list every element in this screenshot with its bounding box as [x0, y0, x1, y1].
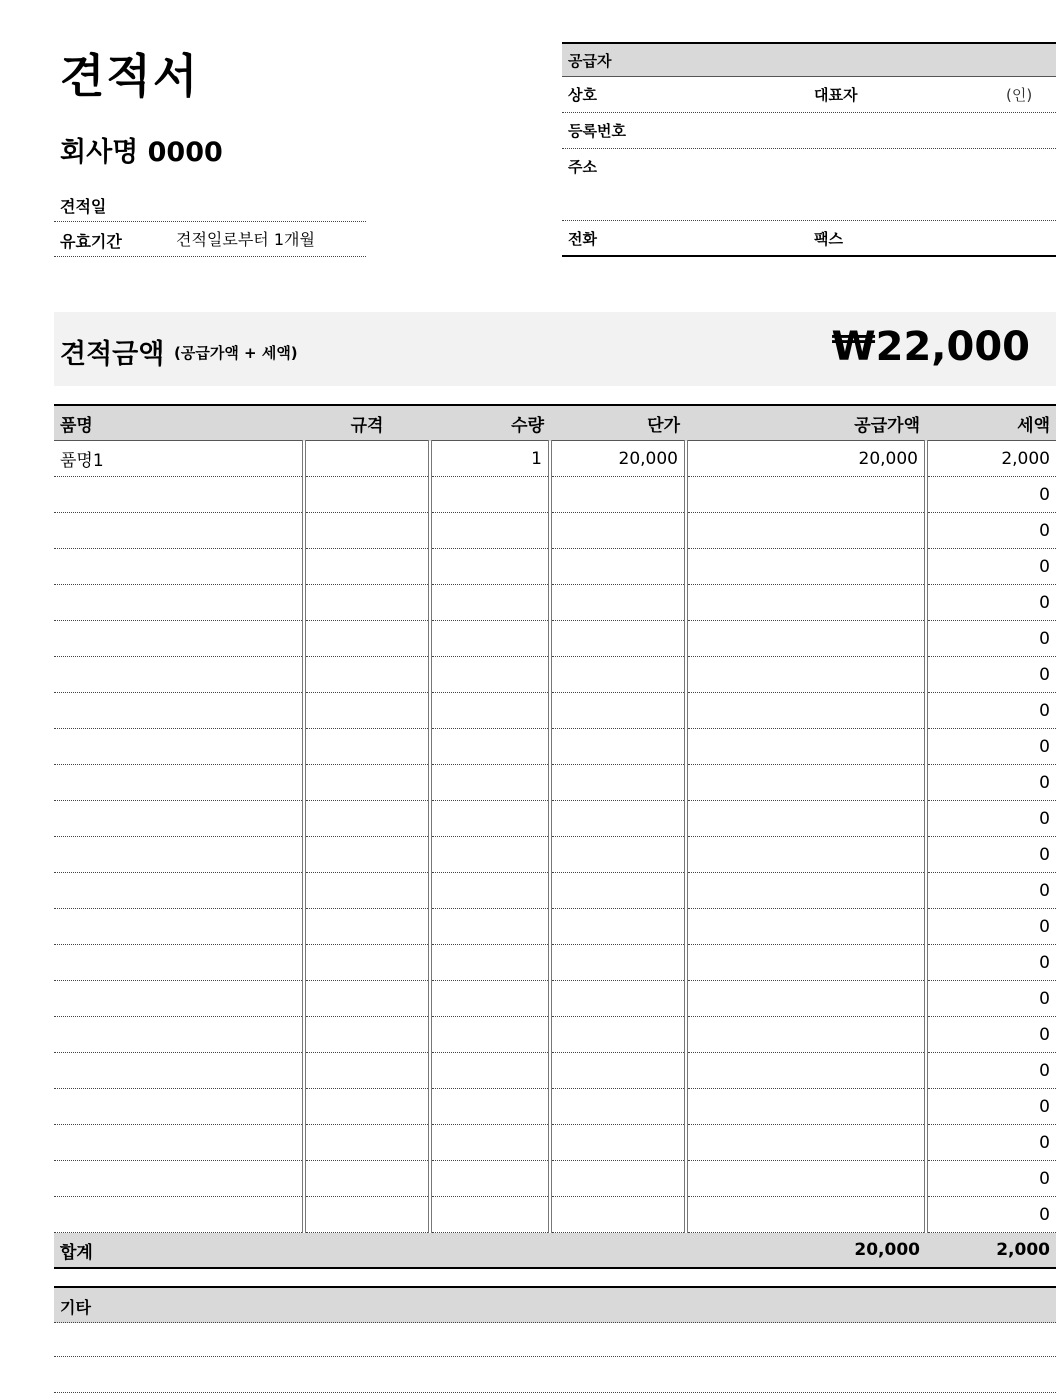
spec-cell[interactable]	[304, 801, 430, 837]
supply-amount-cell[interactable]	[686, 657, 926, 693]
supply-amount-cell[interactable]	[686, 513, 926, 549]
validity-value[interactable]: 견적일로부터 1개월	[176, 230, 315, 249]
spec-cell[interactable]	[304, 837, 430, 873]
table-row	[54, 693, 1056, 729]
item-name-cell[interactable]	[54, 981, 304, 1017]
item-name-cell[interactable]	[54, 1053, 304, 1089]
address-label: 주소	[568, 158, 597, 176]
qty-cell[interactable]	[430, 1053, 550, 1089]
spec-cell[interactable]	[304, 1125, 430, 1161]
phone-label: 전화	[568, 230, 597, 248]
item-name-cell[interactable]	[54, 1017, 304, 1053]
item-name-cell[interactable]	[54, 693, 304, 729]
supplier-header-label: 공급자	[568, 52, 612, 70]
qty-cell[interactable]	[430, 1017, 550, 1053]
item-name-cell[interactable]	[54, 945, 304, 981]
qty-cell[interactable]	[430, 1197, 550, 1233]
table-row	[54, 513, 1056, 549]
tax-cell[interactable]: 0	[926, 1161, 1056, 1197]
unit-price-cell[interactable]	[550, 873, 686, 909]
item-name-cell[interactable]	[54, 1161, 304, 1197]
supply-amount-cell[interactable]	[686, 585, 926, 621]
supply-amount-cell[interactable]	[686, 693, 926, 729]
spec-cell[interactable]	[304, 513, 430, 549]
qty-cell[interactable]	[430, 801, 550, 837]
unit-price-cell[interactable]	[550, 909, 686, 945]
qty-cell[interactable]	[430, 945, 550, 981]
qty-cell[interactable]	[430, 1089, 550, 1125]
item-name-cell[interactable]	[54, 657, 304, 693]
table-row	[54, 1089, 1056, 1125]
spec-cell[interactable]	[304, 693, 430, 729]
spec-cell[interactable]	[304, 1089, 430, 1125]
tax-cell[interactable]: 0	[926, 909, 1056, 945]
supply-amount-cell[interactable]	[686, 801, 926, 837]
unit-price-cell[interactable]: 20,000	[550, 441, 686, 477]
representative-label: 대표자	[814, 86, 858, 104]
divider	[562, 112, 1056, 113]
table-row	[54, 621, 1056, 657]
unit-price-cell[interactable]	[550, 1161, 686, 1197]
notes-line[interactable]	[54, 1392, 1056, 1393]
page-title: 견적서	[60, 49, 200, 103]
trade-name-label: 상호	[568, 86, 597, 104]
tax-cell[interactable]: 0	[926, 1053, 1056, 1089]
spec-cell[interactable]	[304, 441, 430, 477]
unit-price-cell[interactable]	[550, 1125, 686, 1161]
spec-cell[interactable]	[304, 765, 430, 801]
total-row	[54, 1233, 1056, 1269]
unit-price-cell[interactable]	[550, 1197, 686, 1233]
total-tax: 2,000	[926, 1233, 1056, 1269]
tax-cell[interactable]: 0	[926, 657, 1056, 693]
tax-cell[interactable]: 0	[926, 585, 1056, 621]
item-name-cell[interactable]	[54, 549, 304, 585]
table-row	[54, 1161, 1056, 1197]
table-row	[54, 909, 1056, 945]
tax-cell[interactable]: 0	[926, 1197, 1056, 1233]
unit-price-cell[interactable]	[550, 657, 686, 693]
spec-cell[interactable]	[304, 873, 430, 909]
qty-cell[interactable]: 1	[430, 441, 550, 477]
unit-price-cell[interactable]	[550, 477, 686, 513]
quote-amount-total: ₩22,000	[831, 324, 1030, 370]
column-header-tax: 세액	[926, 405, 1056, 441]
tax-cell[interactable]: 0	[926, 981, 1056, 1017]
table-row	[54, 1197, 1056, 1233]
qty-cell[interactable]	[430, 1161, 550, 1197]
qty-cell[interactable]	[430, 657, 550, 693]
item-name-cell[interactable]	[54, 585, 304, 621]
supply-amount-cell[interactable]	[686, 621, 926, 657]
supply-amount-cell[interactable]	[686, 1125, 926, 1161]
table-header-row	[54, 405, 1056, 441]
spec-cell[interactable]	[304, 1053, 430, 1089]
qty-cell[interactable]	[430, 873, 550, 909]
qty-cell[interactable]	[430, 549, 550, 585]
supply-amount-cell[interactable]	[686, 981, 926, 1017]
tax-cell[interactable]: 0	[926, 549, 1056, 585]
item-name-cell[interactable]	[54, 801, 304, 837]
unit-price-cell[interactable]	[550, 945, 686, 981]
spec-cell[interactable]	[304, 1161, 430, 1197]
supply-amount-cell[interactable]	[686, 477, 926, 513]
quote-amount-label: 견적금액	[60, 339, 165, 370]
divider	[54, 221, 366, 222]
spec-cell[interactable]	[304, 909, 430, 945]
tax-cell[interactable]: 0	[926, 1125, 1056, 1161]
table-row	[54, 657, 1056, 693]
item-name-cell[interactable]	[54, 513, 304, 549]
table-row	[54, 441, 1056, 477]
unit-price-cell[interactable]	[550, 837, 686, 873]
spec-cell[interactable]	[304, 1017, 430, 1053]
divider	[54, 256, 366, 257]
item-name-cell[interactable]	[54, 621, 304, 657]
divider	[562, 255, 1056, 257]
table-row	[54, 765, 1056, 801]
table-row	[54, 585, 1056, 621]
unit-price-cell[interactable]	[550, 765, 686, 801]
tax-cell[interactable]: 0	[926, 801, 1056, 837]
supply-amount-cell[interactable]	[686, 1089, 926, 1125]
spec-cell[interactable]	[304, 621, 430, 657]
item-name-cell[interactable]	[54, 477, 304, 513]
unit-price-cell[interactable]	[550, 513, 686, 549]
supply-amount-cell[interactable]: 20,000	[686, 441, 926, 477]
qty-cell[interactable]	[430, 729, 550, 765]
column-header-qty: 수량	[430, 405, 550, 441]
qty-cell[interactable]	[430, 765, 550, 801]
notes-header	[54, 1286, 1056, 1323]
tax-cell[interactable]: 0	[926, 945, 1056, 981]
validity-label: 유효기간	[60, 232, 122, 251]
tax-cell[interactable]: 0	[926, 873, 1056, 909]
item-name-cell[interactable]	[54, 765, 304, 801]
qty-cell[interactable]	[430, 585, 550, 621]
items-table	[54, 404, 1056, 1269]
supply-amount-cell[interactable]	[686, 549, 926, 585]
unit-price-cell[interactable]	[550, 981, 686, 1017]
unit-price-cell[interactable]	[550, 729, 686, 765]
quote-amount-box	[54, 312, 1056, 386]
notes-line[interactable]	[54, 1356, 1056, 1357]
item-name-cell[interactable]	[54, 1089, 304, 1125]
item-name-cell[interactable]	[54, 1125, 304, 1161]
spec-cell[interactable]	[304, 549, 430, 585]
column-header-item: 품명	[54, 405, 304, 441]
total-label: 합계	[54, 1233, 686, 1269]
tax-cell[interactable]: 2,000	[926, 441, 1056, 477]
qty-cell[interactable]	[430, 981, 550, 1017]
item-name-cell[interactable]	[54, 873, 304, 909]
table-row	[54, 549, 1056, 585]
divider	[562, 148, 1056, 149]
column-header-supply-amount: 공급가액	[686, 405, 926, 441]
column-header-spec: 규격	[304, 405, 430, 441]
tax-cell[interactable]: 0	[926, 513, 1056, 549]
table-row	[54, 981, 1056, 1017]
unit-price-cell[interactable]	[550, 1053, 686, 1089]
supply-amount-cell[interactable]	[686, 1053, 926, 1089]
supply-amount-cell[interactable]	[686, 1197, 926, 1233]
tax-cell[interactable]: 0	[926, 729, 1056, 765]
unit-price-cell[interactable]	[550, 1089, 686, 1125]
qty-cell[interactable]	[430, 621, 550, 657]
notes-header-label: 기타	[60, 1298, 91, 1317]
spec-cell[interactable]	[304, 729, 430, 765]
column-header-unit-price: 단가	[550, 405, 686, 441]
item-name-cell[interactable]	[54, 729, 304, 765]
tax-cell[interactable]: 0	[926, 477, 1056, 513]
unit-price-cell[interactable]	[550, 585, 686, 621]
registration-label: 등록번호	[568, 122, 626, 140]
supply-amount-cell[interactable]	[686, 1017, 926, 1053]
tax-cell[interactable]: 0	[926, 1089, 1056, 1125]
company-name[interactable]: 회사명 0000	[60, 137, 223, 168]
tax-cell[interactable]: 0	[926, 693, 1056, 729]
spec-cell[interactable]	[304, 981, 430, 1017]
table-row	[54, 477, 1056, 513]
spec-cell[interactable]	[304, 657, 430, 693]
quote-date-label: 견적일	[60, 197, 107, 216]
spec-cell[interactable]	[304, 1197, 430, 1233]
item-name-cell[interactable]	[54, 837, 304, 873]
unit-price-cell[interactable]	[550, 1017, 686, 1053]
spec-cell[interactable]	[304, 477, 430, 513]
qty-cell[interactable]	[430, 513, 550, 549]
table-row	[54, 1017, 1056, 1053]
supply-amount-cell[interactable]	[686, 945, 926, 981]
tax-cell[interactable]: 0	[926, 765, 1056, 801]
table-row	[54, 873, 1056, 909]
supply-amount-cell[interactable]	[686, 765, 926, 801]
qty-cell[interactable]	[430, 1125, 550, 1161]
fax-label: 팩스	[814, 230, 843, 248]
qty-cell[interactable]	[430, 909, 550, 945]
quote-amount-sublabel: (공급가액 + 세액)	[174, 344, 298, 362]
supply-amount-cell[interactable]	[686, 909, 926, 945]
item-name-cell[interactable]	[54, 909, 304, 945]
qty-cell[interactable]	[430, 837, 550, 873]
table-row	[54, 1053, 1056, 1089]
tax-cell[interactable]: 0	[926, 621, 1056, 657]
supply-amount-cell[interactable]	[686, 837, 926, 873]
spec-cell[interactable]	[304, 585, 430, 621]
table-row	[54, 729, 1056, 765]
seal-mark: (인)	[1006, 86, 1033, 104]
item-name-cell[interactable]	[54, 1197, 304, 1233]
table-row	[54, 1125, 1056, 1161]
supply-amount-cell[interactable]	[686, 1161, 926, 1197]
divider	[562, 220, 1056, 221]
unit-price-cell[interactable]	[550, 693, 686, 729]
unit-price-cell[interactable]	[550, 621, 686, 657]
table-row	[54, 837, 1056, 873]
unit-price-cell[interactable]	[550, 801, 686, 837]
qty-cell[interactable]	[430, 693, 550, 729]
tax-cell[interactable]: 0	[926, 1017, 1056, 1053]
total-supply-amount: 20,000	[686, 1233, 926, 1269]
table-row	[54, 801, 1056, 837]
qty-cell[interactable]	[430, 477, 550, 513]
spec-cell[interactable]	[304, 945, 430, 981]
item-name-cell[interactable]: 품명1	[54, 441, 304, 477]
supplier-header	[562, 44, 1056, 77]
unit-price-cell[interactable]	[550, 549, 686, 585]
tax-cell[interactable]: 0	[926, 837, 1056, 873]
supply-amount-cell[interactable]	[686, 729, 926, 765]
table-row	[54, 945, 1056, 981]
supply-amount-cell[interactable]	[686, 873, 926, 909]
